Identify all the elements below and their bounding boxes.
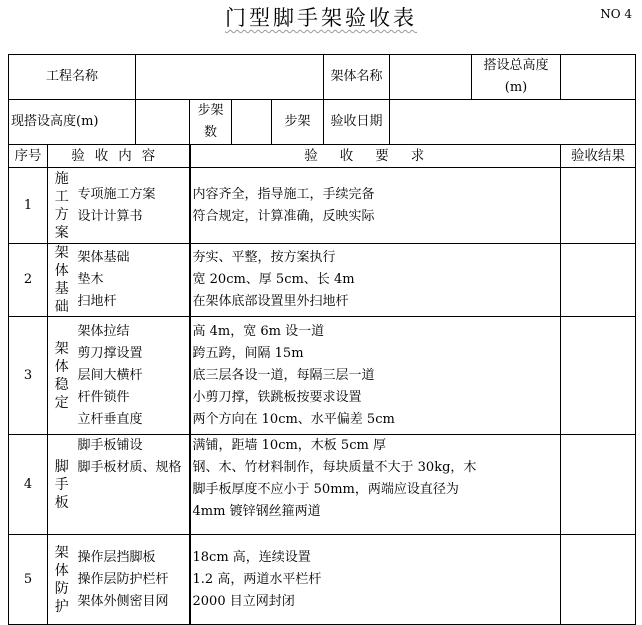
frame-name-value[interactable] [390,55,472,100]
section-number: 5 [9,535,48,625]
project-name-label: 工程名称 [9,55,136,100]
total-height-value[interactable] [561,55,636,100]
section-row-5 [9,535,636,625]
section-number: 3 [9,317,48,435]
document-number: NO 4 [600,7,632,21]
current-height-value[interactable] [136,100,190,145]
section-category: 架 体 防 护 [48,535,76,625]
frame-steps-label: 步架数 [190,100,232,145]
section-result[interactable] [561,168,636,244]
content-header: 验收内容 [48,145,190,168]
section-requirements: 内容齐全，指导施工，手续完备 符合规定，计算准确，反映实际 [190,168,561,244]
section-number: 1 [9,168,48,244]
form-title: 门型脚手架验收表 [225,6,417,30]
section-row-4 [9,435,636,535]
section-items: 脚手板铺设 脚手板材质、规格 [76,435,190,535]
frame-name-label: 架体名称 [324,55,390,100]
total-height-label: 搭设总高度(m) [472,55,561,100]
section-category: 脚 手 板 [48,435,76,535]
section-category: 施 工 方 案 [48,168,76,244]
section-result[interactable] [561,317,636,435]
section-items: 操作层挡脚板 操作层防护栏杆 架体外侧密目网 [76,535,190,625]
acceptance-date-label: 验收日期 [324,100,390,145]
section-number: 4 [9,435,48,535]
section-items: 架体基础 垫木 扫地杆 [76,244,190,317]
section-row-3 [9,317,636,435]
result-header: 验收结果 [561,145,636,168]
seq-header: 序号 [9,145,48,168]
step-label: 步架 [272,100,324,145]
section-number: 2 [9,244,48,317]
frame-steps-value[interactable] [232,100,272,145]
info-row-2 [9,100,636,145]
section-requirements: 18cm 高，连续设置 1.2 高，两道水平栏杆 2000 目立网封闭 [190,535,561,625]
acceptance-table [8,54,636,625]
section-requirements: 满铺，距墙 10cm，木板 5cm 厚 钢、木、竹材料制作，每块质量不大于 30kg，木 脚手板厚度不应小于 50mm，两端应设直径为 4mm 镀锌钢丝箍两道 [190,435,561,535]
acceptance-date-value[interactable] [390,100,636,145]
requirement-header: 验收要求 [190,145,561,168]
info-row-1 [9,55,636,100]
section-result[interactable] [561,244,636,317]
section-category: 架 体 基 础 [48,244,76,317]
section-items: 专项施工方案 设计计算书 [76,168,190,244]
section-items: 架体拉结 剪刀撑设置 层间大横杆 杆件锁件 立杆垂直度 [76,317,190,435]
section-requirements: 高 4m，宽 6m 设一道 跨五跨，间隔 15m 底三层各设一道，每隔三层一道 小剪刀撑，铁跳板按要求设置 两个方向在 10cm、水平偏差 5cm [190,317,561,435]
section-row-1 [9,168,636,244]
section-row-2 [9,244,636,317]
header-row [9,145,636,168]
section-result[interactable] [561,535,636,625]
section-category: 架 体 稳 定 [48,317,76,435]
section-result[interactable] [561,435,636,535]
project-name-value[interactable] [136,55,324,100]
current-height-label: 现搭设高度(m) [9,100,136,145]
section-requirements: 夯实、平整，按方案执行 宽 20cm、厚 5cm、长 4m 在架体底部设置里外扫地杆 [190,244,561,317]
